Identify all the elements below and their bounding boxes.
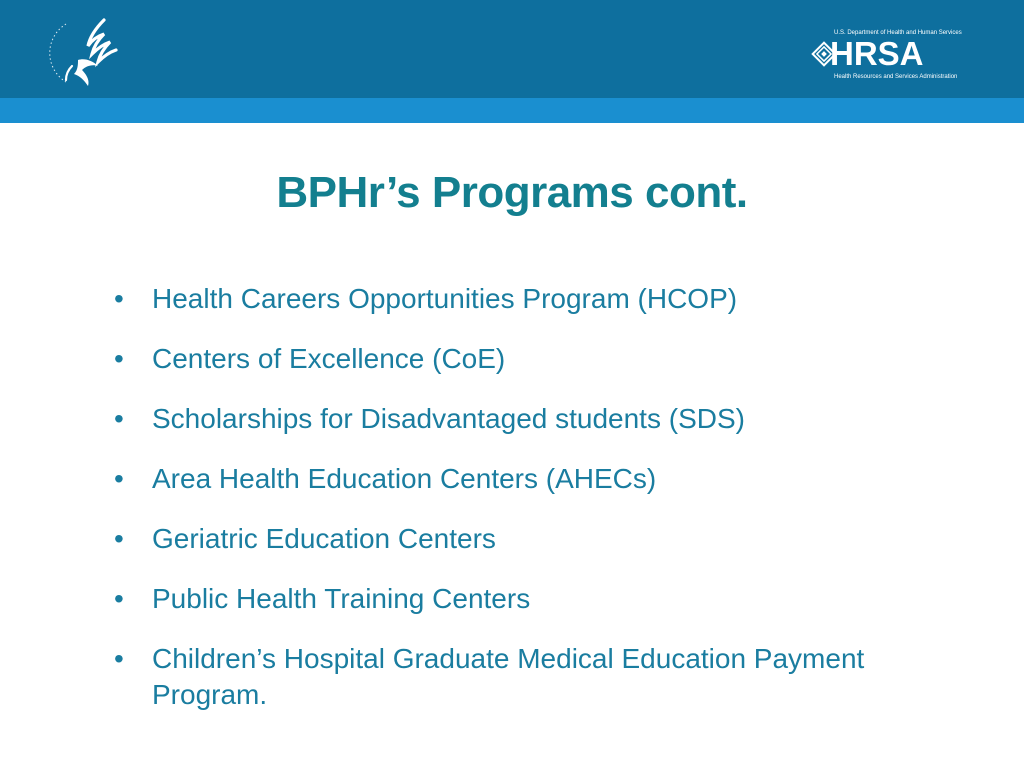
bullet-dot: • — [114, 403, 124, 434]
list-item-text: Centers of Excellence (CoE) — [152, 343, 506, 374]
bullet-dot: • — [114, 343, 124, 374]
hrsa-dept-text: U.S. Department of Health and Human Services — [834, 30, 962, 36]
hrsa-sub-text: Health Resources and Services Administration — [834, 74, 958, 80]
header-stripe — [0, 98, 1024, 123]
list-item — [112, 641, 912, 713]
list-item — [112, 281, 912, 317]
list-item — [112, 521, 912, 557]
bullet-dot: • — [114, 583, 124, 614]
slide-title: BPHr’s Programs cont. — [276, 168, 748, 217]
list-item — [112, 341, 912, 377]
bullet-dot: • — [114, 523, 124, 554]
list-item-text: Scholarships for Disadvantaged students (SDS) — [152, 403, 745, 434]
list-item-text: Health Careers Opportunities Program (HCOP) — [152, 283, 738, 314]
bullet-dot: • — [114, 463, 124, 494]
list-item — [112, 401, 912, 437]
hhs-eagle-seal-icon — [44, 14, 136, 90]
list-item-text: Geriatric Education Centers — [152, 523, 496, 554]
bullet-dot: • — [114, 283, 124, 314]
list-item-text: Children’s Hospital Graduate Medical Education Payment Program. — [152, 643, 865, 710]
list-item-text: Area Health Education Centers (AHECs) — [152, 463, 657, 494]
list-item — [112, 461, 912, 497]
list-item — [112, 581, 912, 617]
bullet-dot: • — [114, 643, 124, 674]
bullet-list — [112, 281, 912, 737]
hrsa-wordmark: HRSA — [830, 35, 924, 72]
list-item-text: Public Health Training Centers — [152, 583, 531, 614]
